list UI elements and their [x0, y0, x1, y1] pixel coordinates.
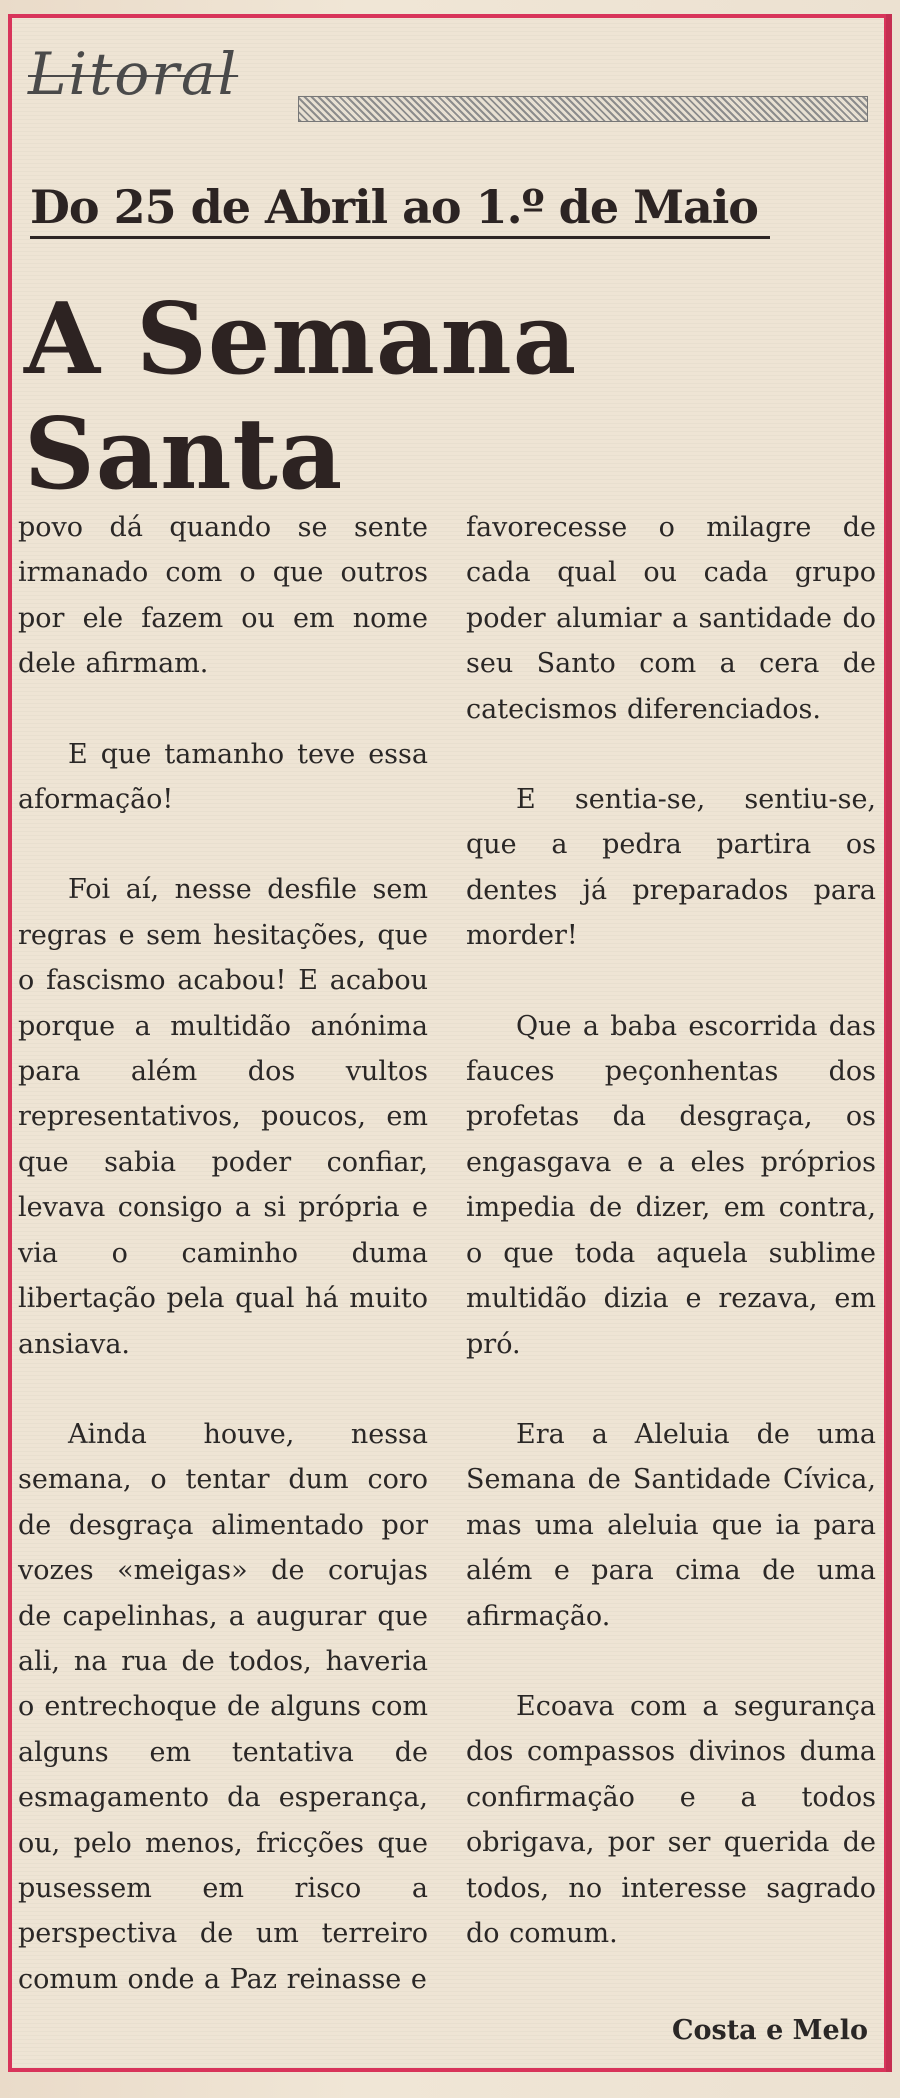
paragraph: Ainda houve, nessa semana, o tentar dum coro de desgraça alimentado por vozes «meigas» de corujas de capelinhas, a augurar que ali, na rua de todos, haveria o entrechoque de alguns com alguns em tentativa de esmagamento da esperança, ou, pelo menos, fricções que pusessem em risco a perspectiva de um terreiro comum onde a Paz reinasse e [18, 1418, 428, 1995]
section-header [28, 40, 868, 120]
right-red-rule [886, 14, 892, 2072]
paragraph: Foi aí, nesse desfile sem regras e sem hesitações, que o fascismo acabou! E acabou porque a multidão anónima para além dos vultos representativos, poucos, em que sabia poder confiar, levava consigo a si própria e via o caminho duma libertação pela qual há muito ansiava. [18, 874, 428, 1360]
paragraph: E sentia-se, sentiu-se, que a pedra partira os dentes já preparados para morder! [466, 784, 876, 952]
section-stripe [298, 96, 868, 122]
paragraph: Era a Aleluia de uma Semana de Santidade Cívica, mas uma aleluia que ia para além e para cima de uma afirmação. [466, 1418, 876, 1632]
kicker: Do 25 de Abril ao 1.º de Maio [30, 180, 770, 239]
section-label: Litoral [28, 40, 239, 108]
paragraph: Que a baba escorrida das fauces peçonhentas dos profetas da desgraça, os engasgava e a eles próprios impedia de dizer, em contra, o que toda aquela sublime multidão dizia e rezava, em pró. [466, 1010, 876, 1360]
right-column [466, 505, 876, 2001]
author-signature: Costa e Melo [672, 2015, 868, 2046]
headline: A Semana Santa [24, 282, 578, 512]
left-column [18, 505, 428, 2047]
paragraph: favorecesse o milagre de cada qual ou cada grupo poder alumiar a santidade do seu Santo com a cera de catecismos diferenciados. [466, 512, 876, 725]
paragraph: Ecoava com a segurança dos compassos divinos duma confirmação e a todos obrigava, por ser querida de todos, no interesse sagrado do comum. [466, 1690, 876, 1949]
paragraph: povo dá quando se sente irmanado com o que outros por ele fazem ou em nome dele afirmam. [18, 512, 428, 680]
paragraph: E que tamanho teve essa aformação! [18, 738, 428, 816]
